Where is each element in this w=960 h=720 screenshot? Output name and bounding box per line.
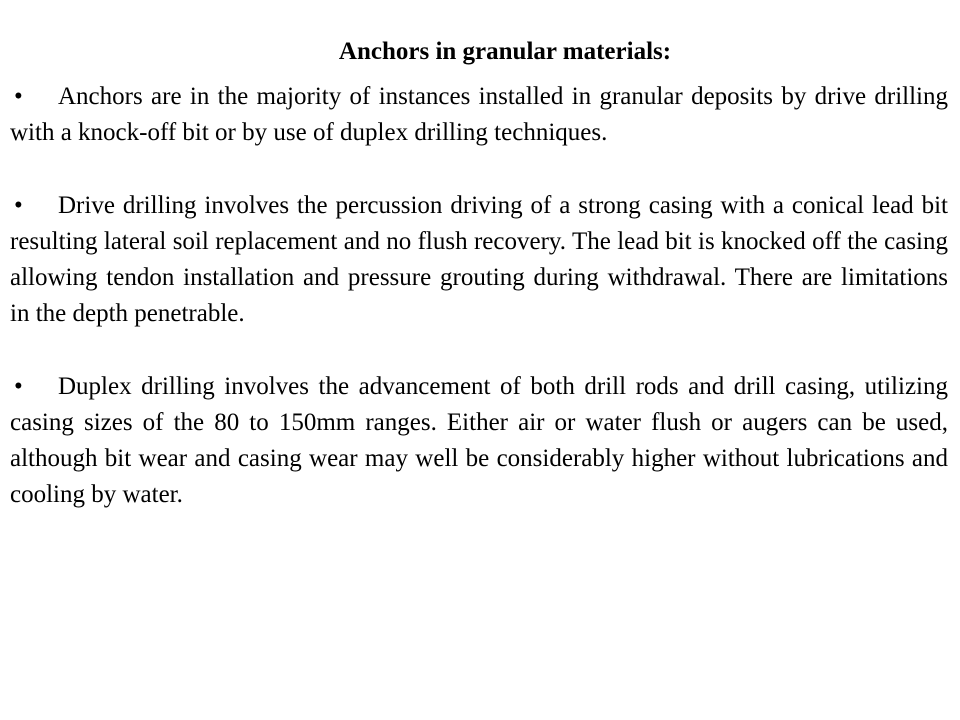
bullet-item-anchors	[10, 79, 948, 151]
bullet-text: Drive drilling involves the percussion driving of a strong casing with a conical lead bit resulting lateral soil replacement and no flush recovery. The lead bit is knocked off the casing allowing tendon installation and pressure grouting during withdrawal. There are limitations in the depth penetrable.	[10, 191, 948, 328]
bullet-item-drive-drilling	[10, 188, 948, 333]
bullet-item-duplex-drilling	[10, 369, 948, 514]
bullet-text: Anchors are in the majority of instances installed in granular deposits by drive drilling with a knock-off bit or by use of duplex drilling techniques.	[10, 83, 948, 147]
bullet-icon: •	[14, 83, 23, 110]
bullet-icon: •	[14, 372, 23, 400]
slide-title: Anchors in granular materials:	[338, 38, 672, 65]
bullet-icon: •	[14, 191, 23, 219]
bullet-list	[10, 79, 948, 550]
bullet-text: Duplex drilling involves the advancement of both drill rods and drill casing, utilizing casing sizes of the 80 to 150mm ranges. Either air or water flush or augers can be used, although bit wear and casing wear may well be considerably higher without lubrications and cooling by water.	[10, 372, 948, 509]
